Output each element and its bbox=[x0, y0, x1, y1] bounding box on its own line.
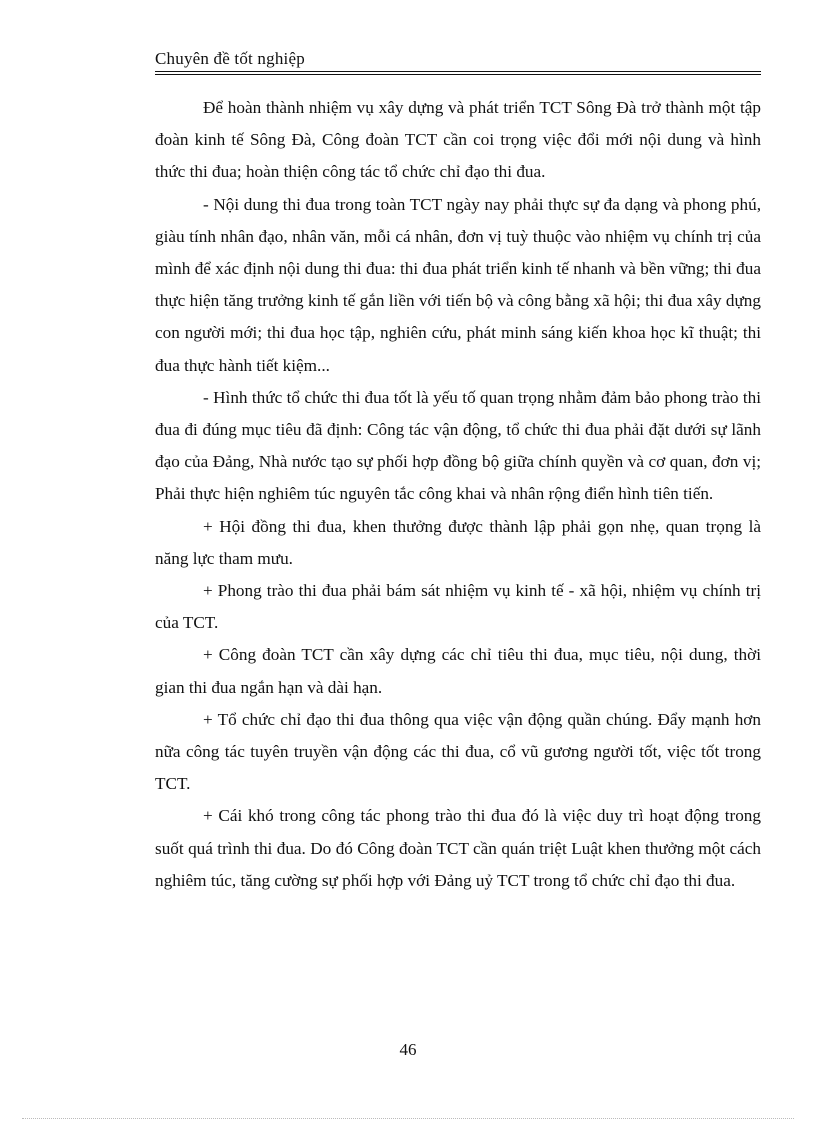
page-number: 46 bbox=[399, 1040, 417, 1059]
paragraph: - Nội dung thi đua trong toàn TCT ngày nay phải thực sự đa dạng và phong phú, giàu tính nhân đạo, nhân văn, mỗi cá nhân, đơn vị tuỳ thuộc vào nhiệm vụ chính trị của mình để xác định nội dung thi đua: thi đua phát triển kinh tế nhanh và bền vững; thi đua thực hiện tăng trưởng kinh tế gắn liền với tiến bộ và công bằng xã hội; thi đua xây dựng con người mới; thi đua học tập, nghiên cứu, phát minh sáng kiến khoa học kĩ thuật; thi đua thực hành tiết kiệm... bbox=[155, 194, 761, 375]
body-text bbox=[155, 92, 761, 897]
paragraph: + Cái khó trong công tác phong trào thi đua đó là việc duy trì hoạt động trong suốt quá trình thi đua. Do đó Công đoàn TCT cần quán triệt Luật khen thưởng một cách nghiêm túc, tăng cường sự phối hợp với Đảng uỷ TCT trong tổ chức chỉ đạo thi đua. bbox=[155, 806, 761, 890]
paragraph: - Hình thức tổ chức thi đua tốt là yếu tố quan trọng nhằm đảm bảo phong trào thi đua đi đúng mục tiêu đã định: Công tác vận động, tổ chức thi đua phải đặt dưới sự lãnh đạo của Đảng, Nhà nước tạo sự phối hợp đồng bộ giữa chính quyền và cơ quan, đơn vị; Phải thực hiện nghiêm túc nguyên tắc công khai và nhân rộng điển hình tiên tiến. bbox=[155, 387, 761, 504]
paragraph: Để hoàn thành nhiệm vụ xây dựng và phát triển TCT Sông Đà trở thành một tập đoàn kinh tế Sông Đà, Công đoàn TCT cần coi trọng việc đổi mới nội dung và hình thức thi đua; hoàn thiện công tác tổ chức chỉ đạo thi đua. bbox=[155, 98, 761, 182]
header-divider bbox=[155, 71, 761, 75]
paragraph: + Tổ chức chỉ đạo thi đua thông qua việc vận động quần chúng. Đẩy mạnh hơn nữa công tác tuyên truyền vận động các thi đua, cổ vũ gương người tốt, việc tốt trong TCT. bbox=[155, 709, 761, 794]
paragraph: + Công đoàn TCT cần xây dựng các chỉ tiêu thi đua, mục tiêu, nội dung, thời gian thi đua ngắn hạn và dài hạn. bbox=[155, 645, 761, 697]
paragraph: + Hội đồng thi đua, khen thưởng được thành lập phải gọn nhẹ, quan trọng là năng lực tham mưu. bbox=[155, 516, 761, 568]
header-title: Chuyên đề tốt nghiệp bbox=[155, 49, 305, 68]
paragraph: + Phong trào thi đua phải bám sát nhiệm vụ kinh tế - xã hội, nhiệm vụ chính trị của TCT. bbox=[155, 581, 761, 633]
page-bottom-divider bbox=[22, 1118, 794, 1119]
page-header bbox=[155, 48, 761, 75]
